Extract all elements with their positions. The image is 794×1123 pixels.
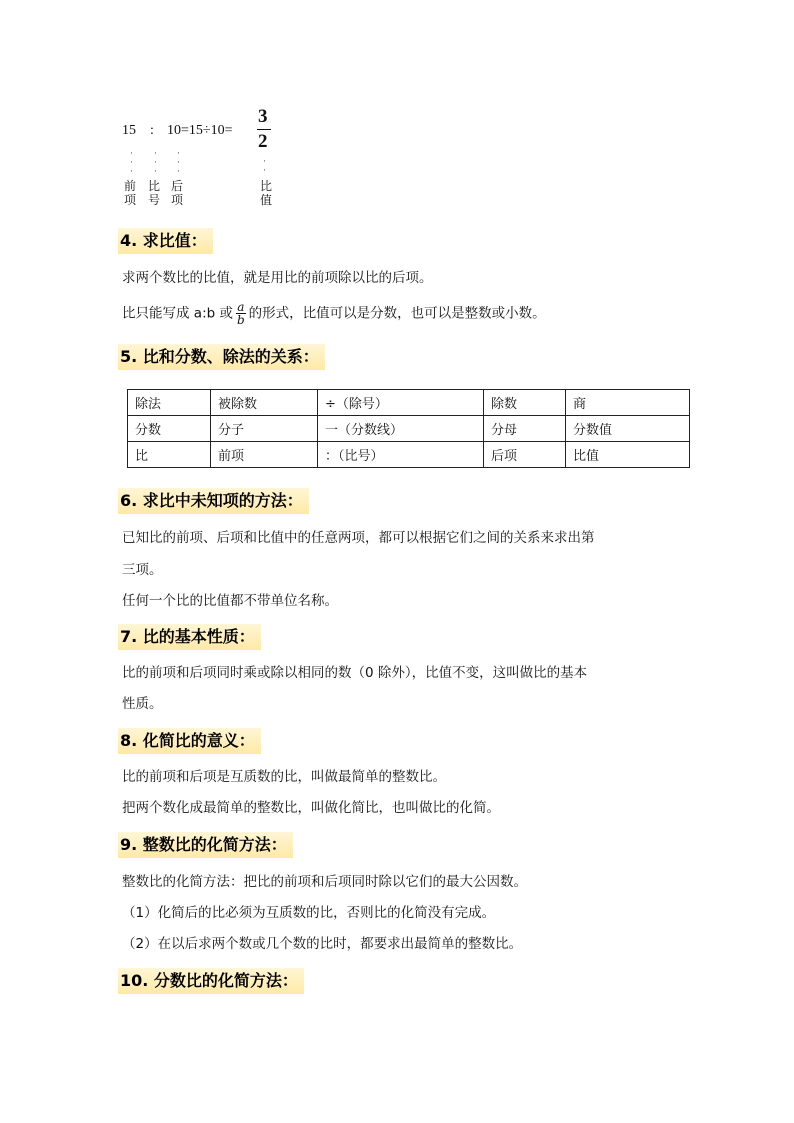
table-cell: ÷（除号）	[318, 390, 484, 416]
connector-dot: ·	[263, 165, 266, 175]
table-row	[128, 442, 690, 468]
table-cell: 比值	[566, 442, 690, 468]
section-10-heading: 10. 分数比的化简方法：	[118, 968, 304, 994]
ratio-formula	[120, 105, 320, 215]
table-cell: 除数	[484, 390, 566, 416]
section-6-paragraph-2: 三项。	[122, 562, 163, 578]
connector-dot: ·	[130, 157, 133, 167]
fraction-numerator: a	[237, 300, 245, 314]
section-9-paragraph-3: （2）在以后求两个数或几个数的比时，都要求出最简单的整数比。	[122, 936, 523, 952]
table-cell: 一（分数线）	[318, 416, 484, 442]
connector-dot: ·	[177, 166, 180, 176]
section-9-heading: 9. 整数比的化简方法：	[118, 832, 293, 858]
section-9-paragraph-1: 整数比的化简方法：把比的前项和后项同时除以它们的最大公因数。	[122, 874, 527, 890]
label-back-term-1: 后	[171, 179, 184, 193]
formula-front-term: 15	[122, 123, 136, 138]
table-cell: 分数	[128, 416, 211, 442]
section-6-paragraph-3: 任何一个比的比值都不带单位名称。	[122, 593, 338, 609]
section-7-paragraph-2: 性质。	[122, 696, 163, 712]
table-cell: 商	[566, 390, 690, 416]
table-cell: 除法	[128, 390, 211, 416]
table-cell: 被除数	[211, 390, 318, 416]
table-cell: 比	[128, 442, 211, 468]
label-back-term-2: 项	[171, 193, 184, 207]
formula-equation: 10=15÷10=	[167, 123, 233, 138]
connector-dot: ·	[154, 148, 157, 158]
table-row	[128, 416, 690, 442]
section-6-paragraph-1: 已知比的前项、后项和比值中的任意两项，都可以根据它们之间的关系来求出第	[122, 530, 595, 546]
label-front-term-1: 前	[124, 179, 137, 193]
section-5-heading: 5. 比和分数、除法的关系：	[118, 344, 325, 370]
connector-dot: ·	[154, 157, 157, 167]
table-cell: 分数值	[566, 416, 690, 442]
label-ratio-sign-2: 号	[148, 193, 161, 207]
section-8-paragraph-2: 把两个数化成最简单的整数比，叫做化简比，也叫做比的化简。	[122, 800, 500, 816]
formula-fraction-bar	[257, 129, 271, 130]
table-row	[128, 390, 690, 416]
connector-dot: ·	[263, 156, 266, 166]
connector-dot: ·	[130, 166, 133, 176]
section-4-text-b: 的形式，比值可以是分数，也可以是整数或小数。	[248, 305, 546, 322]
connector-dot: ·	[154, 166, 157, 176]
relation-table	[127, 389, 690, 468]
label-ratio-sign-1: 比	[148, 179, 161, 193]
section-6-heading: 6. 求比中未知项的方法：	[118, 488, 309, 514]
section-8-paragraph-1: 比的前项和后项是互质数的比，叫做最简单的整数比。	[122, 769, 446, 785]
table-cell: 后项	[484, 442, 566, 468]
connector-dot: ·	[177, 148, 180, 158]
label-ratio-value-1: 比	[260, 179, 273, 193]
section-4-heading: 4. 求比值：	[118, 228, 213, 254]
table-cell: ：（比号）	[318, 442, 484, 468]
section-4-text-a: 比只能写成 a:b 或	[122, 305, 233, 322]
section-7-heading: 7. 比的基本性质：	[118, 624, 261, 650]
section-4-paragraph-1: 求两个数比的比值，就是用比的前项除以比的后项。	[122, 270, 433, 286]
formula-numerator: 3	[258, 106, 268, 127]
table-cell: 分母	[484, 416, 566, 442]
label-ratio-value-2: 值	[260, 193, 273, 207]
formula-denominator: 2	[258, 131, 268, 152]
section-9-paragraph-2: （1）化简后的比必须为互质数的比，否则比的化简没有完成。	[122, 905, 496, 921]
section-7-paragraph-1: 比的前项和后项同时乘或除以相同的数（0 除外），比值不变，这叫做比的基本	[122, 665, 588, 681]
formula-colon: :	[150, 123, 154, 138]
table-cell: 分子	[211, 416, 318, 442]
section-4-paragraph-2	[122, 301, 546, 326]
fraction-denominator: b	[236, 313, 245, 327]
connector-dot: ·	[177, 157, 180, 167]
connector-dot: ·	[130, 148, 133, 158]
section-8-heading: 8. 化简比的意义：	[118, 728, 261, 754]
table-cell: 前项	[211, 442, 318, 468]
fraction-a-over-b	[236, 301, 246, 326]
label-front-term-2: 项	[124, 193, 137, 207]
